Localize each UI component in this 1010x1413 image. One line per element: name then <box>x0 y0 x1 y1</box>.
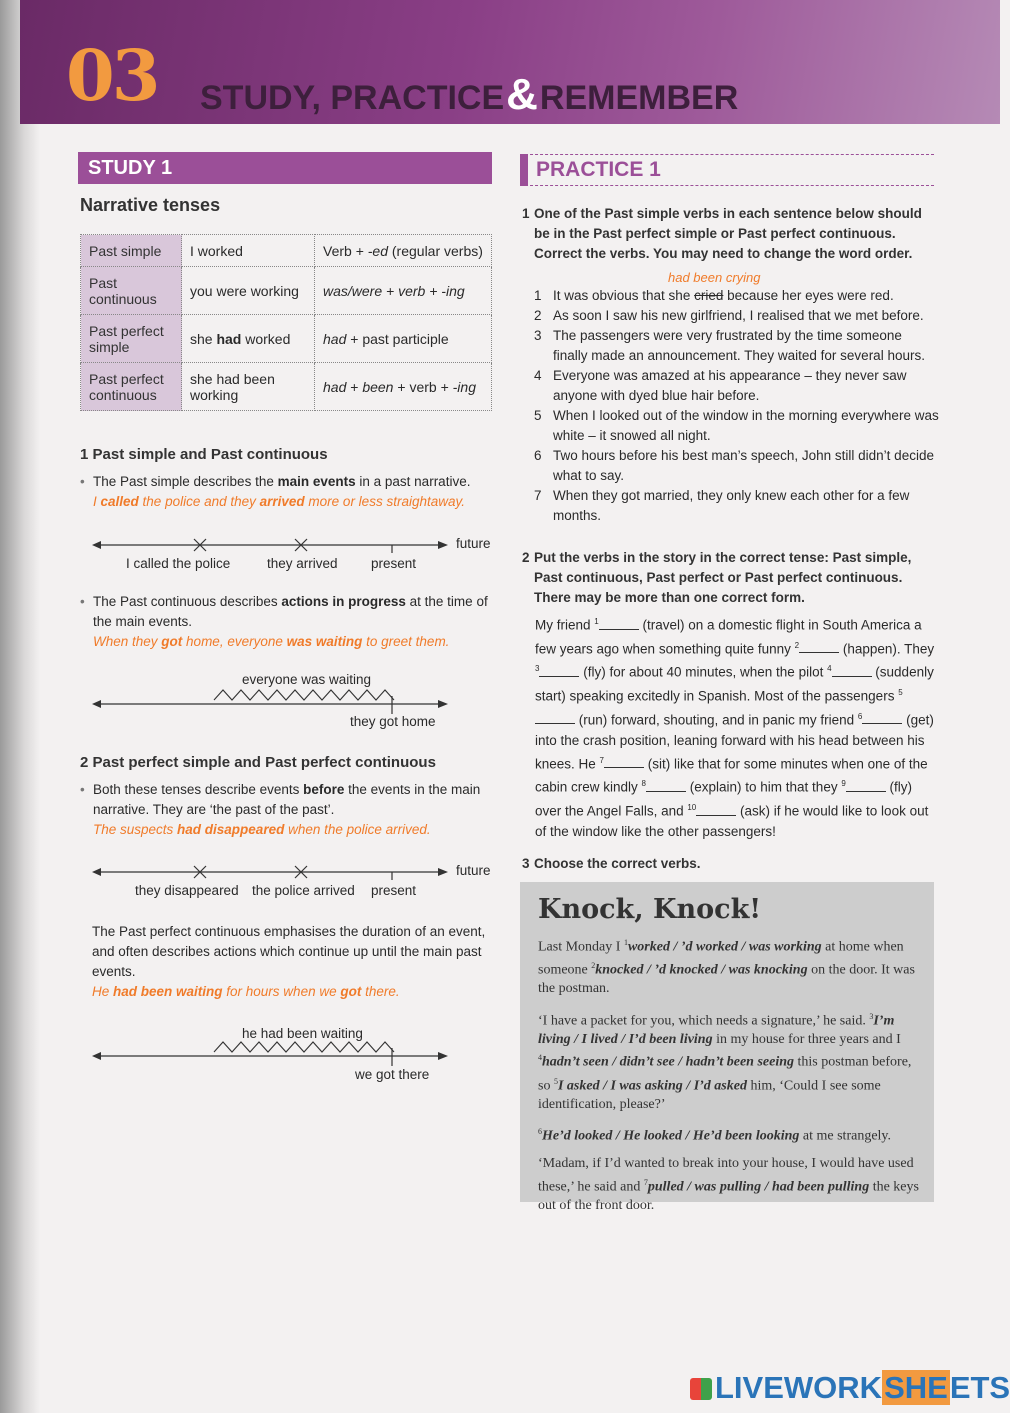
knock-title: Knock, Knock! <box>538 894 762 925</box>
unit-number: 03 <box>66 34 158 117</box>
tense-form: was/were + verb + -ing <box>315 267 492 315</box>
timeline-2 <box>92 686 452 716</box>
list-item: 3 The passengers were very frustrated by the time someone finally made an announcement. They waited for several hours. <box>534 328 925 363</box>
section2-heading: 2 Past perfect simple and Past perfect continuous <box>80 754 436 771</box>
tense-name: Past perfect simple <box>81 315 182 363</box>
table-row <box>81 235 492 267</box>
tense-example: she had worked <box>182 315 315 363</box>
narrative-tenses-heading: Narrative tenses <box>80 195 221 215</box>
question-3: 3 Choose the correct verbs. <box>522 856 701 871</box>
answer-blank[interactable] <box>696 803 736 816</box>
timeline-label: they disappeared <box>135 883 239 898</box>
timeline-label: present <box>371 883 417 898</box>
answer-blank[interactable] <box>539 664 579 677</box>
section1-bullet1: • The Past simple describes the main events in a past narrative. I called the police and they arrived more or less straightaway. <box>80 472 492 512</box>
knock-paragraph: ‘Madam, if I’d wanted to break into your house, I would have used these,’ he said and $^7$pulled / was pulling / had been pulling the keys out of the front door. <box>538 1156 919 1214</box>
example-answer-hint: had been crying <box>668 270 761 285</box>
verb-choice[interactable]: I asked / I was asking / I’d asked <box>557 1078 747 1094</box>
section2-paragraph: The Past perfect continuous emphasises the duration of an event, and often describes actions which continue up until the main past events. He had been waiting for hours when we got there. <box>92 924 486 999</box>
tense-form: Verb + -ed (regular verbs) <box>315 235 492 267</box>
verb-choice[interactable]: knocked / ’d knocked / was knocking <box>595 962 808 978</box>
liveworksheets-logo-icon <box>690 1378 712 1400</box>
timeline-label: we got there <box>355 1067 430 1082</box>
answer-blank[interactable] <box>846 779 886 792</box>
title-right: REMEMBER <box>539 79 739 117</box>
answer-blank[interactable] <box>862 711 902 724</box>
title-ampersand: & <box>506 70 538 119</box>
study-section-bar: STUDY 1 <box>78 152 492 184</box>
knock-paragraph: $^6$He’d looked / He looked / He’d been looking at me strangely. <box>538 1127 892 1144</box>
answer-blank[interactable] <box>646 779 686 792</box>
tense-example: she had been working <box>182 363 315 411</box>
tense-name: Past simple <box>81 235 182 267</box>
page-binding-shadow <box>0 0 40 1413</box>
question-1: 1 One of the Past simple verbs in each sentence below should be in the Past perfect simple or Past perfect continuous. Correct the verbs. You may need to change the word order. <box>522 206 922 261</box>
timeline-label: I called the police <box>126 556 231 571</box>
verb-choice[interactable]: pulled / was pulling / had been pulling <box>647 1179 870 1195</box>
practice-section-bar: PRACTICE 1 <box>520 154 934 186</box>
tense-form: had + been + verb + -ing <box>315 363 492 411</box>
story-text: My friend $^1$ (travel) on a domestic flight in South America a few years ago when something quite funny $^2$ (happen). They $^3$ (fly) for about 40 minutes, when the pilot $^4$ (suddenly start) speaking excitedly in Spanish. Most of the passengers $^5$ (run) forward, shouting, and in panic my friend $^6$ (get) into the crash position, leaning forward with his head between his knees. He $^7$ (sit) like that for some minutes when one of the cabin crew kindly $^8$ (explain) to him that they $^9$ (fly) over the Angel Falls, and $^{10}$ (ask) if he would like to look out of the window like the other passengers! <box>535 617 935 839</box>
answer-blank[interactable] <box>799 640 839 653</box>
section1-bullet2: • The Past continuous describes actions in progress at the time of the main events. When they got home, everyone was waiting to greet them. <box>80 592 492 652</box>
list-item: 1 It was obvious that she cried because her eyes were red. <box>534 288 894 303</box>
tenses-table <box>80 234 492 411</box>
section1-heading: 1 Past simple and Past continuous <box>80 446 328 463</box>
tense-example: I worked <box>182 235 315 267</box>
tense-form: had + past participle <box>315 315 492 363</box>
tense-name: Past continuous <box>81 267 182 315</box>
section2-bullet: • Both these tenses describe events before the events in the main narrative. They are ‘the past of the past’. The suspects had disappeared when the police arrived. <box>80 780 492 840</box>
timeline-label: everyone was waiting <box>242 672 372 687</box>
unit-title <box>200 70 738 120</box>
timeline-label: they got home <box>350 714 436 729</box>
list-item: 4 Everyone was amazed at his appearance – they never saw anyone with dyed blue hair before. <box>534 368 907 403</box>
timeline-4 <box>92 1038 452 1068</box>
table-row <box>81 315 492 363</box>
table-row <box>81 267 492 315</box>
list-item: 7 When they got married, they only knew each other for a few months. <box>534 488 910 523</box>
knock-paragraph: Last Monday I $^1$worked / ’d worked / was working at home when someone $^2$knocked / ’d knocked / was knocking on the door. It was the postman. <box>538 938 915 997</box>
timeline-label: future <box>456 863 491 878</box>
timeline-label: future <box>456 536 491 551</box>
verb-choice[interactable]: He’d looked / He looked / He’d been looking <box>542 1128 800 1144</box>
timeline-label: they arrived <box>267 556 338 571</box>
timeline-label: present <box>371 556 417 571</box>
tense-name: Past perfect continuous <box>81 363 182 411</box>
list-item: 5 When I looked out of the window in the morning everywhere was white – it snowed all night. <box>534 408 939 443</box>
answer-blank[interactable] <box>604 755 644 768</box>
answer-blank[interactable] <box>599 617 639 630</box>
tense-example: you were working <box>182 267 315 315</box>
list-item: 6 Two hours before his best man’s speech, John still didn’t decide what to say. <box>534 448 934 483</box>
answer-blank[interactable] <box>832 664 872 677</box>
liveworksheets-logo: LIVEWORKSHEETS <box>690 1370 1010 1406</box>
verb-choice[interactable]: worked / ’d worked / was working <box>627 939 822 955</box>
title-left: STUDY, PRACTICE <box>200 79 505 117</box>
verb-choice[interactable]: hadn’t seen / didn’t see / hadn’t been seeing <box>542 1055 794 1071</box>
answer-blank[interactable] <box>535 711 575 724</box>
verb-choice[interactable]: I’m living / I lived / I’d been living <box>538 1013 895 1047</box>
table-row <box>81 363 492 411</box>
timeline-label: the police arrived <box>252 883 355 898</box>
knock-story <box>538 934 922 1225</box>
sentence-list <box>530 286 940 526</box>
timeline-label: he had been waiting <box>242 1026 363 1041</box>
knock-knock-box <box>520 882 934 1214</box>
timeline-1 <box>92 535 452 555</box>
list-item: 2 As soon I saw his new girlfriend, I realised that we met before. <box>534 308 924 323</box>
question-2: 2 Put the verbs in the story in the correct tense: Past simple, Past continuous, Past perfect or Past perfect continuous. There may be more than one correct form. <box>522 550 912 605</box>
timeline-3 <box>92 862 452 882</box>
knock-paragraph: ‘I have a packet for you, which needs a signature,’ he said. $^3$I’m living / I lived / I’d been living in my house for three years and I $^4$hadn’t seen / didn’t see / hadn’t been seeing this postman before, so $^5$I asked / I was asking / I’d asked him, ‘Could I see some identification, please?’ <box>538 1011 912 1112</box>
